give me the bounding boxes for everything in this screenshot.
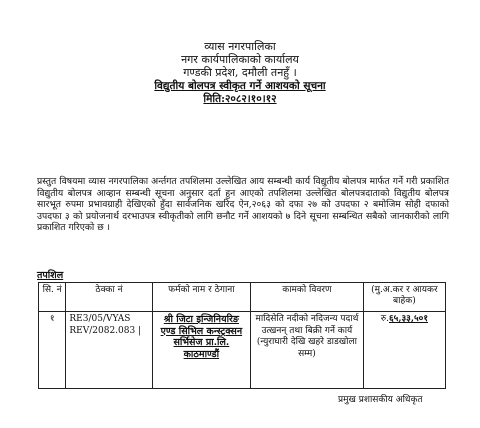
amount-prefix: रु. <box>380 314 389 324</box>
cell-firm: श्री जिटा इन्जिनियरिङ एण्ड सिभिल कन्स्ट्रक्सन सर्भिसेज प्रा.लि. काठमाण्डौं <box>152 312 250 389</box>
header-description: कामको विवरण <box>251 283 364 312</box>
cell-sn: १ <box>39 312 66 389</box>
header-firm: फर्मको नाम र ठेगाना <box>152 283 250 312</box>
amount-value: ६५,३३,५०१ <box>388 314 429 324</box>
header-contract-id: ठेक्का नं <box>66 283 152 312</box>
notice-paragraph: प्रस्तुत विषयमा व्यास नगरपालिका अर्न्तगत तपशिलमा उल्लेखित आय सम्बन्धी कार्य विद्युतीय बोलपत्र मार्फत गर्ने गरी प्रकाशित विद्युतीय बोलपत्र आव्हान सम्बन्धी सूचना अनुसार दर्ता हुन आएको तपशिलमा उल्लेखित बोलपत्रदाताको विद्युतीय बोलपत्र सारभूत रुपमा प्रभावग्राही देखिएको हुँदा सार्वजनिक खरिद ऐन,२०६३ को दफा २७ को उपदफा २ बमोजिम सोही दफाको उपदफा ३ को प्रयोजनार्थ दरभाउपत्र स्वीकृतीको लागि छनौट गर्ने आशयको ७ दिने सूचना सम्बन्धित सबैको जानकारीको लागि प्रकाशित गरिएको छ । <box>37 176 449 234</box>
org-name: व्यास नगरपालिका <box>204 40 276 53</box>
table-header-row <box>39 283 446 312</box>
details-table <box>38 282 446 389</box>
office-address: गण्डकी प्रदेश, दमौली तनहुँ । <box>183 66 297 79</box>
notice-subject: विद्युतीय बोलपत्र स्वीकृत गर्ने आशयको सूचना <box>154 80 326 92</box>
details-label: तपशिल <box>37 270 64 281</box>
cell-amount <box>363 312 445 389</box>
notice-header <box>0 40 480 106</box>
header-amount: (मु.अ.कर र आयकर बाहेक) <box>363 283 445 312</box>
header-sn: सि. नं <box>39 283 66 312</box>
notice-date: मिति:२०८२।१०।१२ <box>203 93 277 105</box>
signatory-title: प्रमुख प्रशासकीय अधिकृत <box>338 395 423 405</box>
table-row <box>39 312 446 389</box>
cell-description: मादिसेति नदीको नदिजन्य पदार्थ उत्खनन् तथा बिक्री गर्ने कार्य (न्युराघारी देखि खहरे डाडखोला सम्म) <box>251 312 364 389</box>
office-name: नगर कार्यपालिकाको कार्यालय <box>181 53 299 66</box>
cell-contract-id: RE3/05/VYAS REV/2082.083 | <box>66 312 152 389</box>
